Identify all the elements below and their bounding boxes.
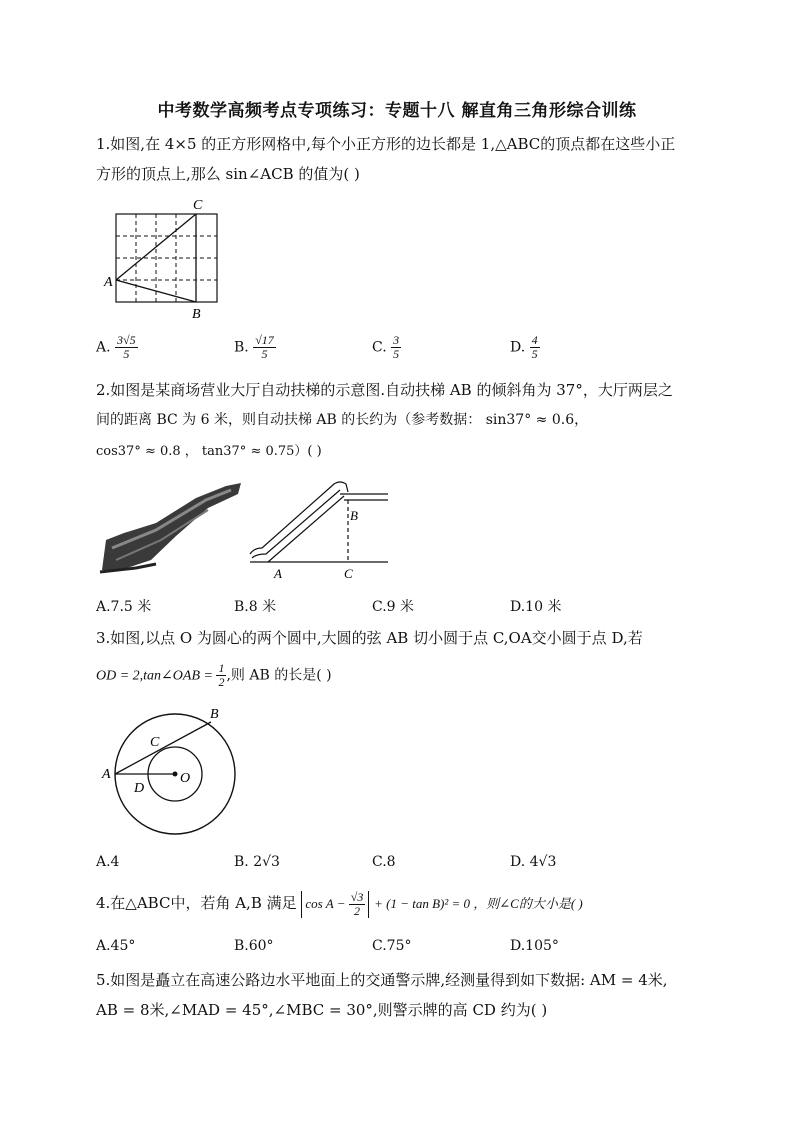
question-4-line: 4.在△ABC中，若角 A,B 满足 cos A − $\frac{√3}{2}$ + (1 − tan B)² = 0 ，则∠C的大小是( ) [96, 889, 583, 918]
q3-option-b[interactable]: B. 2√3 [234, 854, 280, 870]
q1-option-d[interactable]: D. $\frac{4}{5}$ [510, 333, 538, 361]
q3-option-a[interactable]: A.4 [96, 854, 120, 870]
q4-option-c[interactable]: C.75° [372, 938, 412, 954]
question-3-line-2: OD = 2,tan∠OAB = $\frac{1}{2}$ ,则 AB 的长是( ) [96, 661, 332, 689]
q2-label-b: B [350, 508, 358, 523]
q3-label-b: B [210, 707, 219, 722]
q3-option-c[interactable]: C.8 [372, 854, 396, 870]
question-5-line-1: 5.如图是矗立在高速公路边水平地面上的交通警示牌,经测量得到如下数据: AM = 4米, [96, 971, 668, 989]
question-1-line-1: 1.如图,在 4×5 的正方形网格中,每个小正方形的边长都是 1,△ABC的顶点都在这些小正 [96, 135, 676, 153]
q2-label-c: C [344, 566, 353, 581]
q2-option-b[interactable]: B.8 米 [234, 599, 277, 615]
q3-label-d: D [134, 781, 145, 796]
q4-option-a[interactable]: A.45° [96, 938, 136, 954]
q2-label-a: A [274, 566, 282, 581]
question-3-line-1: 3.如图,以点 O 为圆心的两个圆中,大圆的弦 AB 切小圆于点 C,OA交小圆于点 D,若 [96, 629, 643, 647]
q4-option-d[interactable]: D.105° [510, 938, 559, 954]
q3-option-d[interactable]: D. 4√3 [510, 854, 557, 870]
page-title: 中考数学高频考点专项练习：专题十八 解直角三角形综合训练 [157, 101, 637, 121]
q1-option-a[interactable]: A. $\frac{3√5}{5}$ [96, 333, 136, 361]
q3-label-o: O [180, 771, 191, 786]
q3-label-a: A [102, 767, 111, 782]
q4-option-b[interactable]: B.60° [234, 938, 274, 954]
q3-label-c: C [150, 735, 160, 750]
question-2-line-1: 2.如图是某商场营业大厅自动扶梯的示意图.自动扶梯 AB 的倾斜角为 37°，大厅两层之 [96, 381, 673, 399]
question-1-line-2: 方形的顶点上,那么 sin∠ACB 的值为( ) [96, 165, 360, 183]
abs-value-expression: cos A − $\frac{√3}{2}$ [301, 891, 369, 918]
escalator-diagram [244, 478, 392, 586]
q2-option-a[interactable]: A.7.5 米 [96, 599, 152, 615]
question-3-circles-figure [96, 702, 242, 848]
q2-option-c[interactable]: C.9 米 [372, 599, 415, 615]
q1-label-b: B [192, 307, 201, 320]
question-2-line-2: 间的距离 BC 为 6 米，则自动扶梯 AB 的长约为（参考数据： sin37° ≈ 0.6， [96, 412, 589, 428]
escalator-photo [96, 478, 246, 578]
question-5-line-2: AB = 8米,∠MAD = 45°,∠MBC = 30°,则警示牌的高 CD 约为( ) [96, 1001, 548, 1019]
q1-label-a: A [104, 275, 113, 290]
q1-option-c[interactable]: C. $\frac{3}{5}$ [372, 333, 400, 361]
question-1-grid-figure [96, 194, 226, 320]
q2-option-d[interactable]: D.10 米 [510, 599, 562, 615]
question-2-line-3: cos37° ≈ 0.8 ， tan37° ≈ 0.75）( ) [96, 444, 322, 459]
q1-option-b[interactable]: B. $\frac{√17}{5}$ [234, 333, 274, 361]
q1-label-c: C [193, 198, 203, 213]
